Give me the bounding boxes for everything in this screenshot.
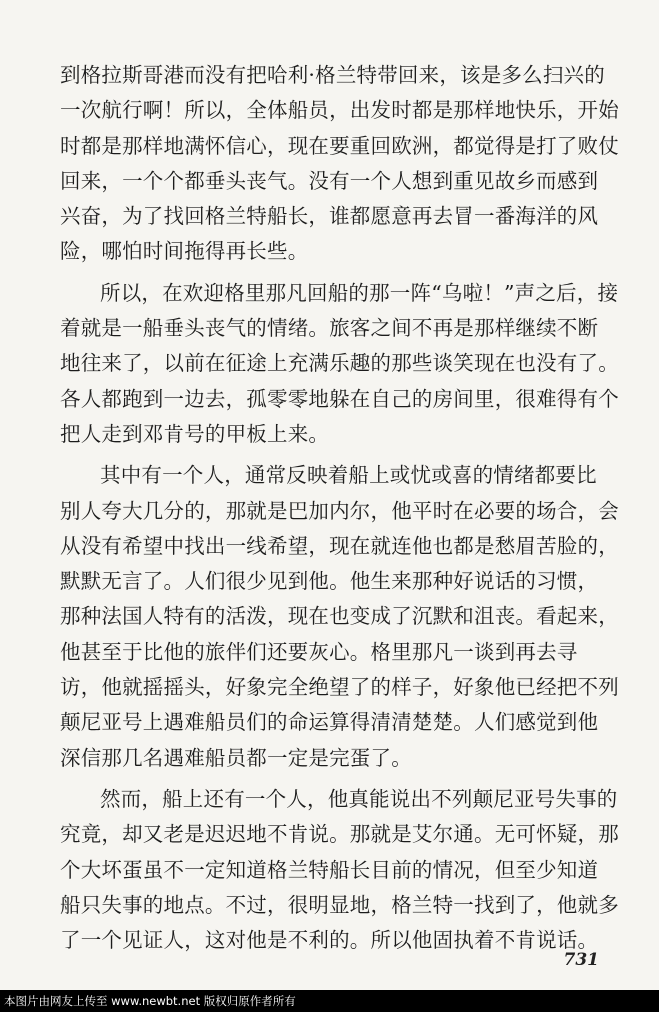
- text-line: 个大坏蛋虽不一定知道格兰特船长目前的情况，但至少知道: [60, 857, 599, 882]
- text-line: 然而，船上还有一个人，他真能说出不列颠尼亚号失事的: [100, 786, 618, 811]
- text-line: 到格拉斯哥港而没有把哈利·格兰特带回来，该是多么扫兴的: [60, 63, 605, 87]
- text-line: 各人都跑到一边去，孤零零地躲在自己的房间里，很难得有个: [60, 386, 619, 411]
- text-line: 地往来了，以前在征途上充满乐趣的那些谈笑现在也没有了。: [60, 351, 619, 376]
- text-line: 船只失事的地点。不过，很明显地，格兰特一找到了，他就多: [60, 892, 619, 917]
- text-line: 把人走到邓肯号的甲板上来。: [60, 421, 330, 446]
- text-line: 颠尼亚号上遇难船员们的命运算得清清楚楚。人们感觉到他: [60, 710, 599, 735]
- paragraph-2: [60, 276, 625, 452]
- text-line: 了一个见证人，这对他是不利的。所以他固执着不肯说话。: [60, 928, 599, 953]
- paragraph-1: [60, 58, 625, 270]
- text-line: 兴奋，为了找回格兰特船长，谁都愿意再去冒一番海洋的风: [60, 204, 599, 229]
- text-line: 从没有希望中找出一线希望，现在就连他也都是愁眉苦脸的，: [60, 533, 619, 558]
- paragraph-3: [60, 458, 625, 776]
- text-line: 回来，一个个都垂头丧气。没有一个人想到重见故乡而感到: [60, 168, 599, 193]
- text-line: 他甚至于比他的旅伴们还要灰心。格里那凡一谈到再去寻: [60, 639, 578, 664]
- text-line: 访，他就摇摇头，好象完全绝望了的样子，好象他已经把不列: [60, 675, 619, 700]
- text-line: 一次航行啊！所以，全体船员，出发时都是那样地快乐，开始: [60, 98, 619, 123]
- watermark-footer: 本图片由网友上传至 www.newbt.net 版权归原作者所有: [0, 990, 659, 1012]
- text-line: 深信那几名遇难船员都一定是完蛋了。: [60, 745, 412, 770]
- text-line: 别人夸大几分的，那就是巴加内尔，他平时在必要的场合，会: [60, 498, 619, 523]
- paragraph-4: [60, 782, 625, 958]
- text-line: 那种法国人特有的活泼，现在也变成了沉默和沮丧。看起来，: [60, 604, 619, 629]
- text-line: 默默无言了。人们很少见到他。他生来那种好说话的习惯，: [60, 569, 599, 594]
- text-line: 时都是那样地满怀信心，现在要重回欧洲，都觉得是打了败仗: [60, 133, 619, 158]
- page-number: 731: [563, 950, 599, 970]
- text-line: 所以，在欢迎格里那凡回船的那一阵“乌啦！”声之后，接: [100, 280, 619, 305]
- text-line: 险，哪怕时间拖得再长些。: [60, 239, 309, 264]
- text-line: 究竟，却又老是迟迟地不肯说。那就是艾尔通。无可怀疑，那: [60, 822, 619, 847]
- body-text: [60, 58, 625, 958]
- text-line: 其中有一个人，通常反映着船上或忧或喜的情绪都要比: [100, 463, 597, 488]
- text-line: 着就是一船垂头丧气的情绪。旅客之间不再是那样继续不断: [60, 316, 599, 341]
